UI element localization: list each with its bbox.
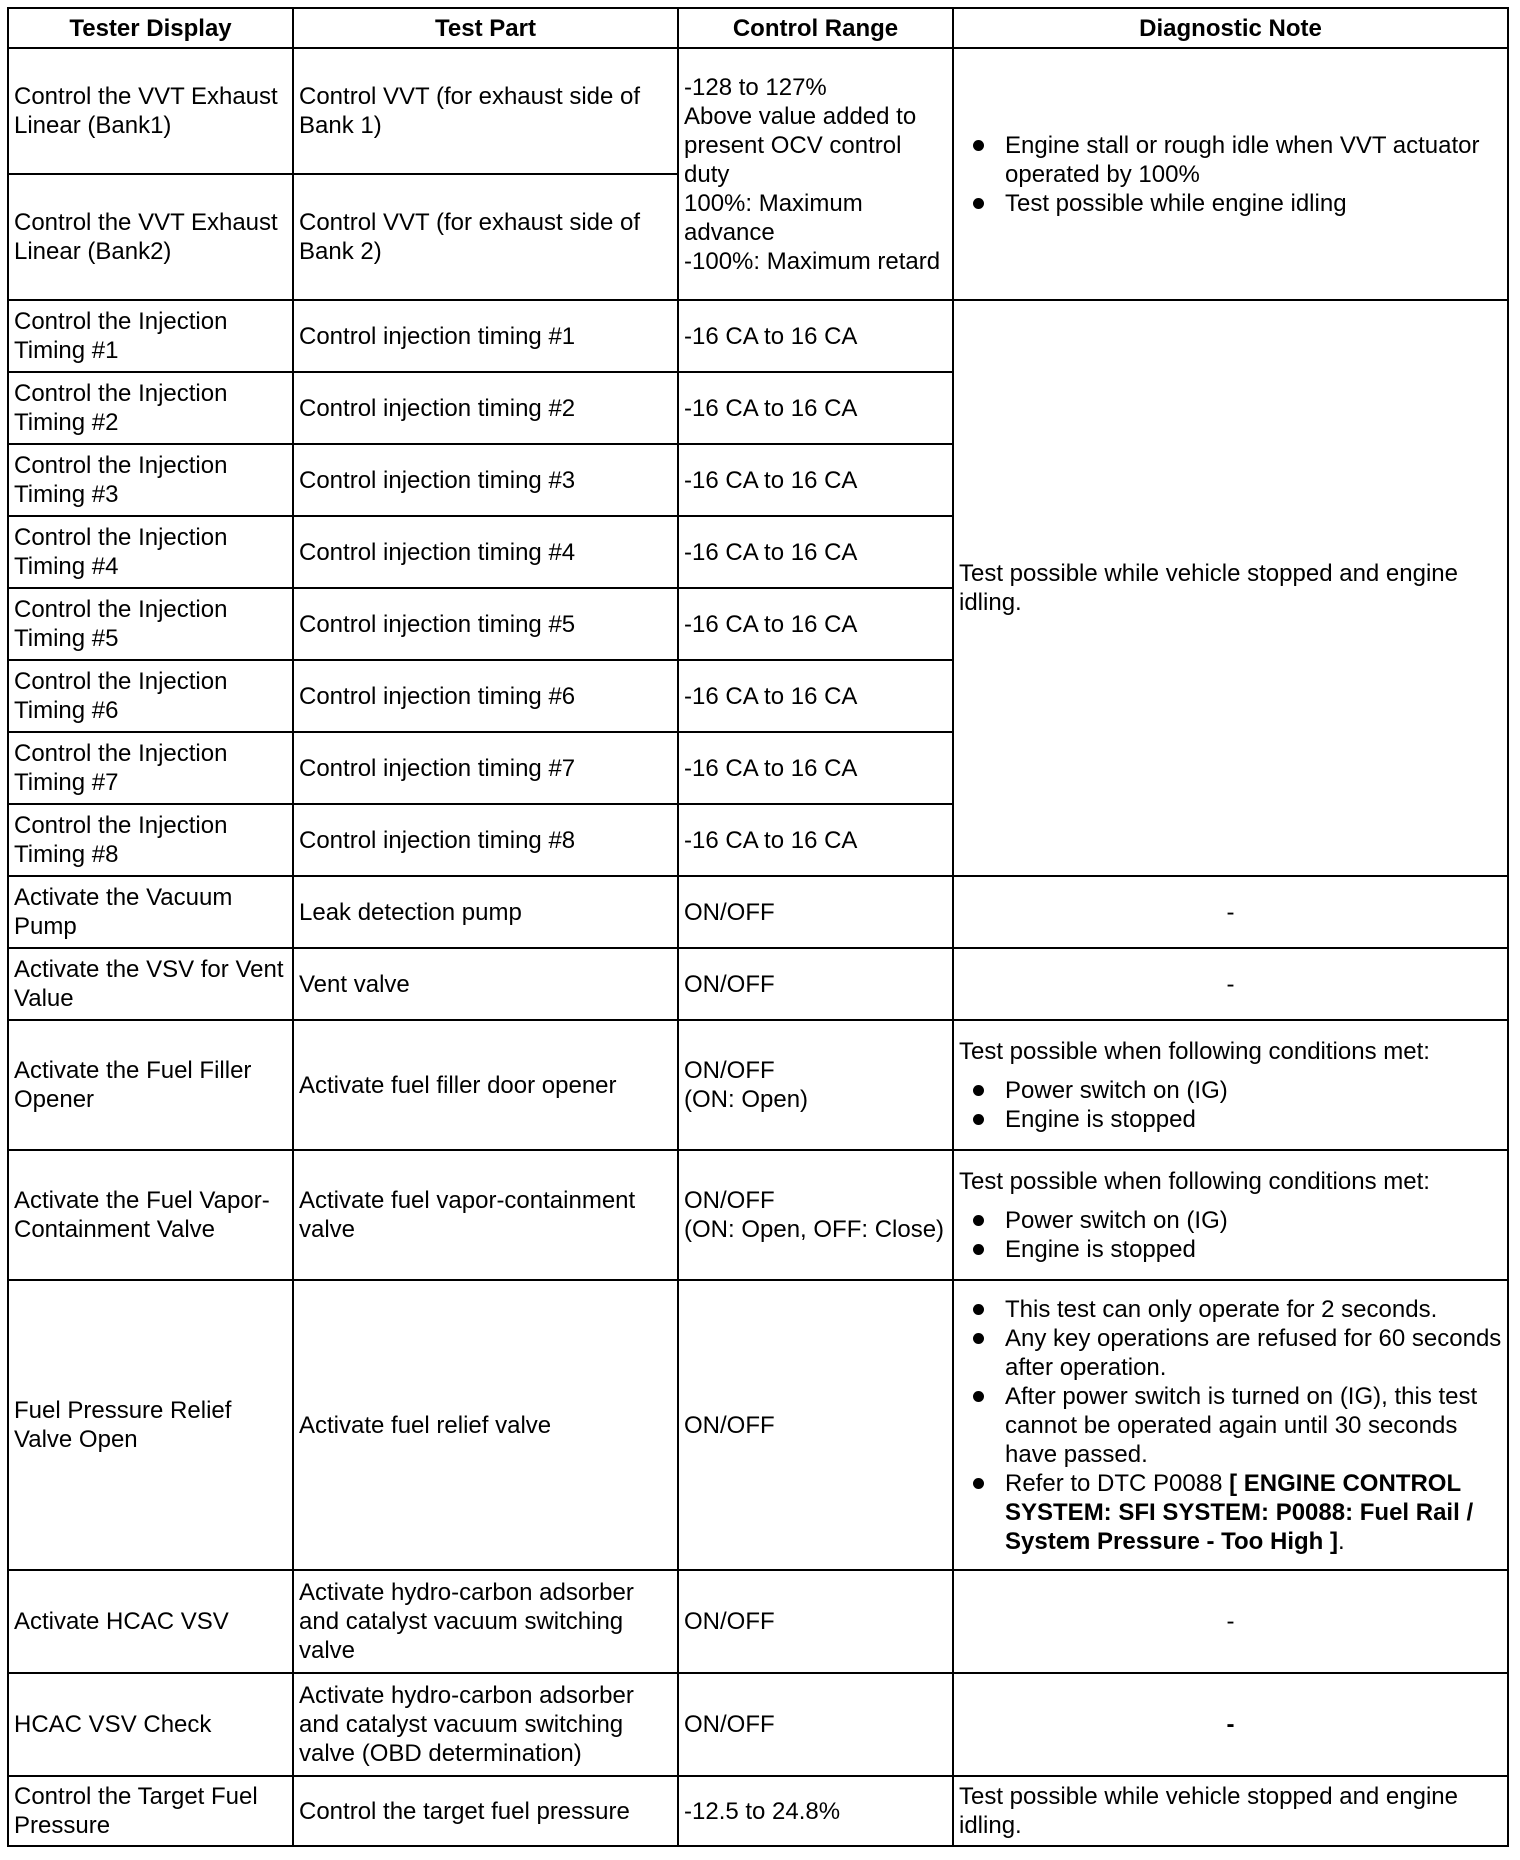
- note-item: Test possible while engine idling: [1005, 189, 1502, 218]
- control-range-cell: -12.5 to 24.8%: [678, 1776, 953, 1846]
- test-part-cell: Control injection timing #3: [293, 444, 678, 516]
- control-range-cell: [678, 1150, 953, 1280]
- note-item: Power switch on (IG): [1005, 1206, 1502, 1235]
- active-test-table-container: [7, 7, 1507, 1847]
- diagnostic-note-cell: [953, 1280, 1508, 1570]
- tester-display-cell: Control the Injection Timing #4: [8, 516, 293, 588]
- test-part-cell: Control injection timing #5: [293, 588, 678, 660]
- diagnostic-note-cell: [953, 48, 1508, 300]
- tester-display-cell: Activate the VSV for Vent Value: [8, 948, 293, 1020]
- note-item: Engine is stopped: [1005, 1105, 1502, 1134]
- tester-display-cell: Control the Injection Timing #8: [8, 804, 293, 876]
- dtc-reference-link[interactable]: [ ENGINE CONTROL SYSTEM: SFI SYSTEM: P0088: Fuel Rail / System Pressure - Too High ]: [1005, 1469, 1474, 1555]
- table-row: [8, 1020, 1508, 1150]
- table-header-row: [8, 8, 1508, 48]
- table-row: [8, 948, 1508, 1020]
- table-row: [8, 876, 1508, 948]
- header-tester-display: Tester Display: [8, 8, 293, 48]
- note-item: Engine stall or rough idle when VVT actuator operated by 100%: [1005, 131, 1502, 189]
- control-range-cell: -16 CA to 16 CA: [678, 300, 953, 372]
- diagnostic-note-cell: -: [953, 1570, 1508, 1673]
- control-range-cell: -16 CA to 16 CA: [678, 444, 953, 516]
- table-row: [8, 300, 1508, 372]
- note-intro: Test possible when following conditions met:: [959, 1037, 1430, 1065]
- note-item: Power switch on (IG): [1005, 1076, 1502, 1105]
- header-diagnostic-note: Diagnostic Note: [953, 8, 1508, 48]
- diagnostic-note-cell: Test possible while vehicle stopped and engine idling.: [953, 300, 1508, 876]
- control-range-cell: -16 CA to 16 CA: [678, 516, 953, 588]
- table-row: [8, 1280, 1508, 1570]
- test-part-cell: Control injection timing #8: [293, 804, 678, 876]
- control-range-cell: -16 CA to 16 CA: [678, 804, 953, 876]
- tester-display-cell: Control the Injection Timing #5: [8, 588, 293, 660]
- tester-display-cell: Activate the Fuel Vapor-Containment Valve: [8, 1150, 293, 1280]
- test-part-cell: Activate fuel relief valve: [293, 1280, 678, 1570]
- test-part-cell: Control injection timing #6: [293, 660, 678, 732]
- test-part-cell: Control injection timing #1: [293, 300, 678, 372]
- header-test-part: Test Part: [293, 8, 678, 48]
- diagnostic-note-cell: -: [953, 948, 1508, 1020]
- range-line: ON/OFF: [684, 1187, 775, 1214]
- test-part-cell: Activate hydro-carbon adsorber and catalyst vacuum switching valve (OBD determination): [293, 1673, 678, 1776]
- tester-display-cell: Control the Injection Timing #6: [8, 660, 293, 732]
- tester-display-cell: Control the Injection Timing #3: [8, 444, 293, 516]
- test-part-cell: Control VVT (for exhaust side of Bank 2): [293, 174, 678, 300]
- test-part-cell: Activate fuel filler door opener: [293, 1020, 678, 1150]
- table-row: [8, 1570, 1508, 1673]
- note-list: [959, 131, 1502, 218]
- tester-display-cell: Control the Injection Timing #7: [8, 732, 293, 804]
- range-line: ON/OFF: [684, 1057, 775, 1084]
- table-row: [8, 48, 1508, 174]
- range-line: Above value added to present OCV control duty: [684, 102, 917, 188]
- diagnostic-note-cell: Test possible while vehicle stopped and engine idling.: [953, 1776, 1508, 1846]
- diagnostic-note-cell: -: [953, 1673, 1508, 1776]
- control-range-cell: ON/OFF: [678, 1280, 953, 1570]
- diagnostic-note-cell: -: [953, 876, 1508, 948]
- range-line: 100%: Maximum advance: [684, 189, 863, 246]
- test-part-cell: Control injection timing #2: [293, 372, 678, 444]
- tester-display-cell: Activate the Vacuum Pump: [8, 876, 293, 948]
- note-list: [959, 1206, 1502, 1264]
- diagnostic-note-cell: [953, 1150, 1508, 1280]
- range-line: (ON: Open, OFF: Close): [684, 1216, 945, 1243]
- tester-display-cell: Control the Injection Timing #1: [8, 300, 293, 372]
- control-range-cell: ON/OFF: [678, 1570, 953, 1673]
- header-control-range: Control Range: [678, 8, 953, 48]
- control-range-cell: -16 CA to 16 CA: [678, 588, 953, 660]
- control-range-cell: -16 CA to 16 CA: [678, 732, 953, 804]
- note-item: This test can only operate for 2 seconds.: [1005, 1295, 1502, 1324]
- table-row: [8, 1150, 1508, 1280]
- note-list: [959, 1295, 1502, 1556]
- tester-display-cell: Activate HCAC VSV: [8, 1570, 293, 1673]
- control-range-cell: [678, 1020, 953, 1150]
- table-row: [8, 1776, 1508, 1846]
- control-range-cell: -16 CA to 16 CA: [678, 372, 953, 444]
- tester-display-cell: HCAC VSV Check: [8, 1673, 293, 1776]
- table-row: [8, 1673, 1508, 1776]
- control-range-cell: ON/OFF: [678, 948, 953, 1020]
- diagnostic-note-cell: [953, 1020, 1508, 1150]
- test-part-cell: Leak detection pump: [293, 876, 678, 948]
- tester-display-cell: Control the Target Fuel Pressure: [8, 1776, 293, 1846]
- control-range-cell: [678, 48, 953, 300]
- tester-display-cell: Control the VVT Exhaust Linear (Bank1): [8, 48, 293, 174]
- test-part-cell: Activate fuel vapor-containment valve: [293, 1150, 678, 1280]
- control-range-cell: ON/OFF: [678, 1673, 953, 1776]
- test-part-cell: Control injection timing #7: [293, 732, 678, 804]
- test-part-cell: Control injection timing #4: [293, 516, 678, 588]
- tester-display-cell: Fuel Pressure Relief Valve Open: [8, 1280, 293, 1570]
- note-item: Engine is stopped: [1005, 1235, 1502, 1264]
- test-part-cell: Activate hydro-carbon adsorber and catalyst vacuum switching valve: [293, 1570, 678, 1673]
- range-line: (ON: Open): [684, 1086, 809, 1113]
- control-range-cell: ON/OFF: [678, 876, 953, 948]
- test-part-cell: Vent valve: [293, 948, 678, 1020]
- test-part-cell: Control VVT (for exhaust side of Bank 1): [293, 48, 678, 174]
- range-line: -100%: Maximum retard: [684, 247, 941, 275]
- note-item: Any key operations are refused for 60 seconds after operation.: [1005, 1324, 1502, 1381]
- tester-display-cell: Control the VVT Exhaust Linear (Bank2): [8, 174, 293, 300]
- dtc-reference-suffix: .: [1337, 1527, 1345, 1555]
- note-list: [959, 1076, 1502, 1134]
- note-intro: Test possible when following conditions met:: [959, 1167, 1430, 1195]
- range-line: -128 to 127%: [684, 73, 827, 101]
- tester-display-cell: Control the Injection Timing #2: [8, 372, 293, 444]
- note-item: After power switch is turned on (IG), this test cannot be operated again until 30 seconds have passed.: [1005, 1382, 1502, 1469]
- active-test-table: [7, 7, 1509, 1847]
- tester-display-cell: Activate the Fuel Filler Opener: [8, 1020, 293, 1150]
- note-item: [1005, 1469, 1502, 1556]
- test-part-cell: Control the target fuel pressure: [293, 1776, 678, 1846]
- control-range-cell: -16 CA to 16 CA: [678, 660, 953, 732]
- dtc-reference-text: Refer to DTC P0088: [1005, 1469, 1230, 1497]
